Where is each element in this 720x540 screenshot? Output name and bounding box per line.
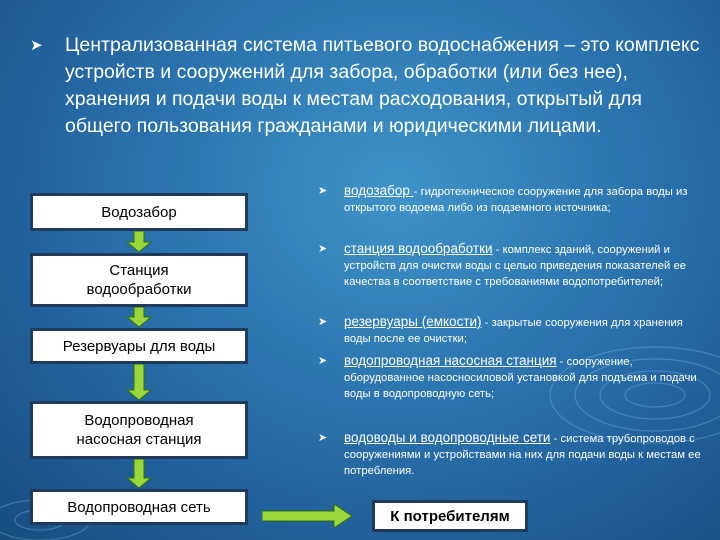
flow-box-label: Водопроводная насосная станция [76, 412, 202, 448]
item-description: - система трубопроводов с сооружениями и устройствами на них для подачи воды к местам ее потребления. [344, 433, 701, 477]
flow-box-label: Водопроводная сеть [67, 498, 211, 516]
item-description: - закрытые сооружения для хранения воды после ее очистки; [344, 317, 683, 345]
arrowhead-bullet-icon: ➤ [318, 316, 328, 328]
item-description: - сооружение, оборудованное насосносиловой установкой для подъема и подачи воды в водопроводную сеть; [344, 356, 697, 400]
right-arrow-icon [262, 503, 354, 529]
item-description: - комплекс зданий, сооружений и устройств для очистки воды с целью приведения показателей ее качества в соответствие с требованиями водопотребителей; [344, 244, 687, 288]
down-arrow-icon [125, 231, 153, 253]
down-arrow-icon [125, 459, 153, 489]
arrowhead-bullet-icon: ➤ [318, 355, 328, 367]
list-item [318, 241, 708, 290]
arrowhead-bullet-icon: ➤ [318, 432, 328, 444]
flow-box-network [30, 489, 248, 525]
list-item [318, 353, 708, 402]
arrowhead-bullet-icon: ➤ [30, 37, 43, 54]
item-term: водопроводная насосная станция [344, 353, 557, 368]
consumer-box [372, 500, 528, 532]
item-description: - гидротехническое сооружение для забора воды из открытого водоема либо из подземного источника; [344, 186, 688, 214]
heading-text: Централизованная система питьевого водоснабжения – это комплекс устройств и сооружений для забора, обработки (или без нее), хранения и подачи воды к местам расходования, открытый для общего пользования гражданами и юридическими лицами. [65, 34, 700, 137]
list-item [318, 314, 708, 347]
list-item [318, 430, 708, 479]
flow-box-pump-station [30, 401, 248, 459]
flow-box-label: Водозабор [101, 203, 177, 221]
item-term: резервуары (емкости) [344, 314, 482, 329]
definition-heading [30, 32, 700, 140]
flow-box-label: Станция водообработки [86, 262, 192, 298]
arrowhead-bullet-icon: ➤ [318, 243, 328, 255]
down-arrow-icon [125, 364, 153, 401]
flow-box-intake [30, 193, 248, 231]
list-item [318, 183, 708, 216]
flow-box-reservoirs [30, 328, 248, 364]
item-term: станция водообработки [344, 241, 493, 256]
arrowhead-bullet-icon: ➤ [318, 185, 328, 197]
flow-box-label: Резервуары для воды [62, 337, 216, 355]
consumer-label: К потребителям [390, 507, 510, 525]
item-term: водоводы и водопроводные сети [344, 430, 551, 445]
down-arrow-icon [125, 307, 153, 328]
item-term: водозабор [344, 183, 414, 198]
flow-box-treatment [30, 253, 248, 307]
